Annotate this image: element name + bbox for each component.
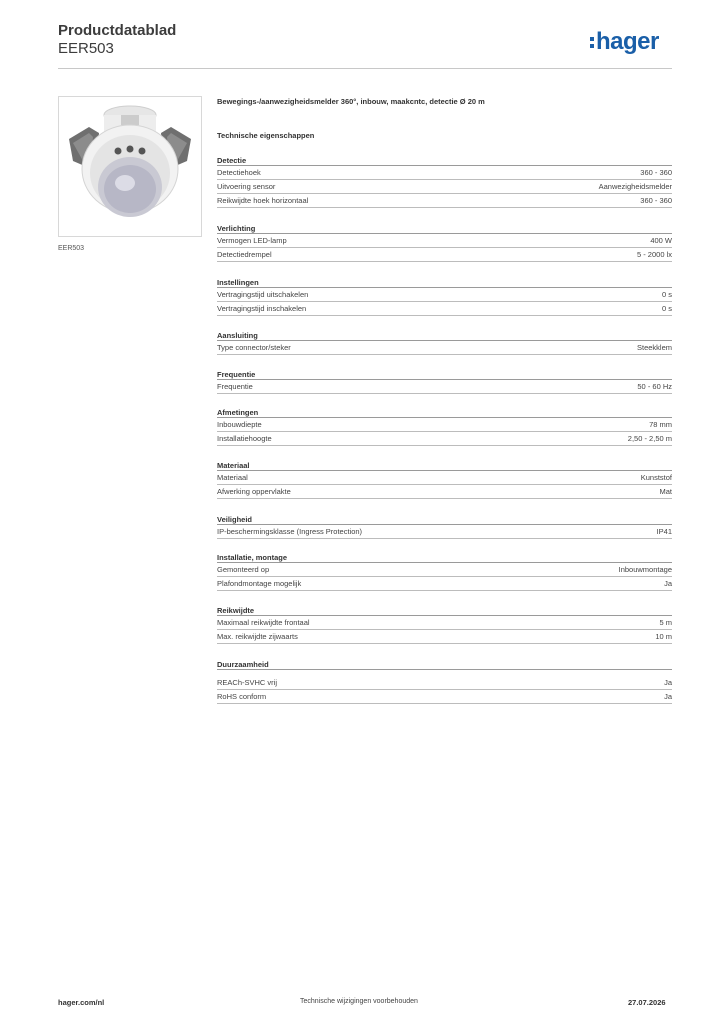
section-materiaal <box>217 461 672 499</box>
table-row: Plafondmontage mogelijk Ja <box>217 577 672 591</box>
table-row: Uitvoering sensor Aanwezigheidsmelder <box>217 180 672 194</box>
hager-logo <box>590 28 659 56</box>
product-image <box>58 96 202 237</box>
logo-text: hager <box>596 28 659 55</box>
table-row: Materiaal Kunststof <box>217 471 672 485</box>
footer-disclaimer: Technische wijzigingen voorbehouden <box>300 998 418 1005</box>
product-description: Bewegings-/aanwezigheidsmelder 360°, inbouw, maakcntc, detectie Ø 20 m <box>217 97 485 106</box>
section-title: Verlichting <box>217 224 672 234</box>
properties-title: Technische eigenschappen <box>217 131 315 140</box>
table-row: Vermogen LED-lamp 400 W <box>217 234 672 248</box>
table-row: Max. reikwijdte zijwaarts 10 m <box>217 630 672 644</box>
section-installatie-montage <box>217 553 672 591</box>
section-frequentie <box>217 370 672 394</box>
section-afmetingen <box>217 408 672 446</box>
section-aansluiting <box>217 331 672 355</box>
table-row: Maximaal reikwijdte frontaal 5 m <box>217 616 672 630</box>
section-title: Reikwijdte <box>217 606 672 616</box>
section-title: Duurzaamheid <box>217 660 672 670</box>
section-instellingen <box>217 278 672 316</box>
table-row: Detectiedrempel 5 - 2000 lx <box>217 248 672 262</box>
table-row: Frequentie 50 - 60 Hz <box>217 380 672 394</box>
section-title: Detectie <box>217 156 672 166</box>
section-title: Afmetingen <box>217 408 672 418</box>
table-row: Reikwijdte hoek horizontaal 360 - 360 <box>217 194 672 208</box>
sensor-picture <box>59 97 201 236</box>
footer-date: 27.07.2026 <box>628 998 666 1007</box>
table-row: Gemonteerd op Inbouwmontage <box>217 563 672 577</box>
header-divider <box>58 68 672 69</box>
footer-website[interactable]: hager.com/nl <box>58 998 105 1007</box>
page-title: Productdatablad <box>58 22 177 39</box>
section-title: Installatie, montage <box>217 553 672 563</box>
table-row: Type connector/steker Steekklem <box>217 341 672 355</box>
section-veiligheid <box>217 515 672 539</box>
section-title: Materiaal <box>217 461 672 471</box>
image-caption: EER503 <box>58 245 85 252</box>
section-title: Instellingen <box>217 278 672 288</box>
section-duurzaamheid <box>217 660 672 704</box>
section-title: Veiligheid <box>217 515 672 525</box>
logo-dots-icon <box>590 37 594 48</box>
section-verlichting <box>217 224 672 262</box>
product-code: EER503 <box>58 40 114 57</box>
section-detectie <box>217 156 672 208</box>
table-row: Vertragingstijd uitschakelen 0 s <box>217 288 672 302</box>
table-row: REACh-SVHC vrij Ja <box>217 676 672 690</box>
section-reikwijdte <box>217 606 672 644</box>
table-row: Afwerking oppervlakte Mat <box>217 485 672 499</box>
table-row: Detectiehoek 360 - 360 <box>217 166 672 180</box>
table-row: Inbouwdiepte 78 mm <box>217 418 672 432</box>
table-row: IP-beschermingsklasse (Ingress Protection) IP41 <box>217 525 672 539</box>
table-row: Vertragingstijd inschakelen 0 s <box>217 302 672 316</box>
table-row: Installatiehoogte 2,50 - 2,50 m <box>217 432 672 446</box>
table-row: RoHS conform Ja <box>217 690 672 704</box>
section-title: Aansluiting <box>217 331 672 341</box>
section-title: Frequentie <box>217 370 672 380</box>
